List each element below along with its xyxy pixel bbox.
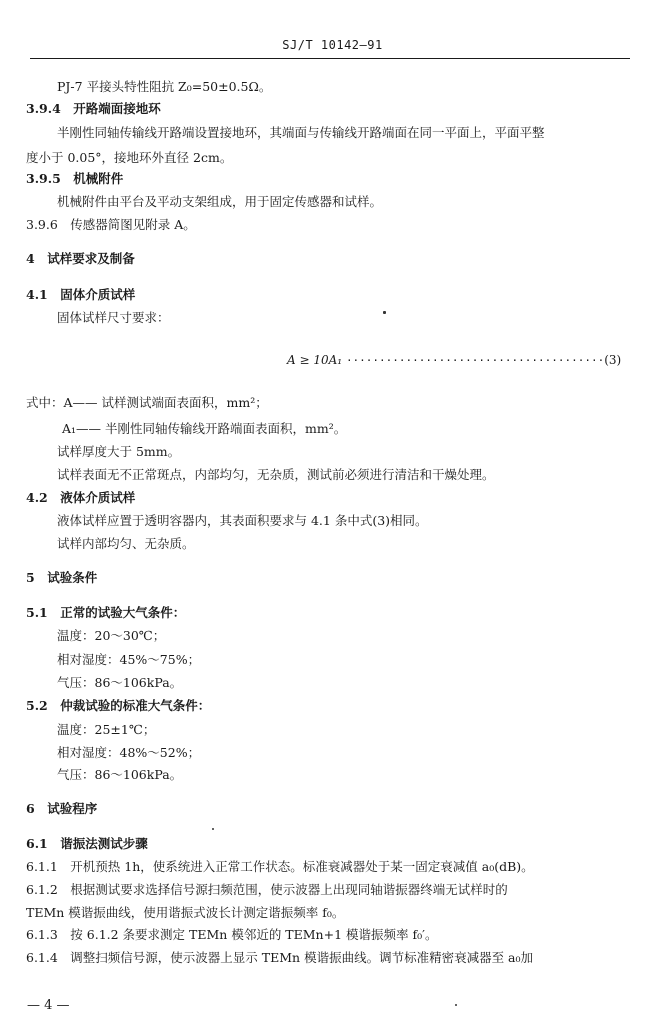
page-number: — 4 — [27,998,70,1013]
text-line: TEMn 模谐振曲线，使用谐振式波长计测定谐振频率 f₀。 [26,905,345,920]
section-heading: 5.1 正常的试验大气条件： [26,605,186,620]
formula-3 [287,353,621,367]
text-line: 气压：86～106kPa。 [57,675,183,690]
text-line: PJ-7 平接头特性阻抗 Z₀=50±0.5Ω。 [57,79,272,94]
text-line: 试样内部均匀、无杂质。 [57,536,195,551]
section-heading: 4 试样要求及制备 [26,251,135,266]
section-heading: 4.2 液体介质试样 [26,490,136,505]
page-header: SJ/T 10142—91 [282,38,383,52]
scan-speck [455,1004,457,1006]
text-line: 固体试样尺寸要求： [57,310,170,325]
section-heading: 6 试验程序 [26,801,98,816]
text-line: 液体试样应置于透明容器内，其表面积要求与 4.1 条中式(3)相同。 [57,513,428,528]
text-line: 相对湿度：48%～52%； [57,745,201,760]
formula-expression: A ≥ 10A₁ [287,353,343,367]
scan-speck [212,828,214,830]
section-heading: 6.1 谐振法测试步骤 [26,836,148,851]
text-line: 半刚性同轴传输线开路端设置接地环，其端面与传输线开路端面在同一平面上，平面平整 [57,125,545,140]
formula-number: (3) [604,353,622,367]
section-heading: 5 试验条件 [26,570,98,585]
text-line: 试样表面无不正常斑点，内部均匀，无杂质，测试前必须进行清洁和干燥处理。 [57,467,495,482]
text-line: 温度：25±1℃； [57,722,156,737]
formula-dots: ······································· [345,354,605,367]
text-line: 度小于 0.05°，接地环外直径 2cm。 [26,150,233,165]
text-line: 6.1.1 开机预热 1h，使系统进入正常工作状态。标准衰减器处于某一固定衰减值 a₀(dB)。 [26,859,534,874]
section-heading: 3.9.4 开路端面接地环 [26,101,161,116]
scan-speck [383,311,386,314]
header-rule [30,58,630,59]
text-line: 机械附件由平台及平动支架组成，用于固定传感器和试样。 [57,194,383,209]
text-line: 3.9.6 传感器简图见附录 A。 [26,217,196,232]
text-line: 6.1.3 按 6.1.2 条要求测定 TEMn 模邻近的 TEMn+1 模谐振频率 f₀′。 [26,927,438,942]
text-line: 相对湿度：45%～75%； [57,652,201,667]
text-line: 试样厚度大于 5mm。 [57,444,181,459]
text-line: 6.1.4 调整扫频信号源，使示波器上显示 TEMn 模谐振曲线。调节标准精密衰减器至 a₀加 [26,950,534,965]
section-heading: 3.9.5 机械附件 [26,171,124,186]
text-line: 6.1.2 根据测试要求选择信号源扫频范围，使示波器上出现同轴谐振器终端无试样时的 [26,882,508,897]
text-line: A₁—— 半刚性同轴传输线开路端面表面积，mm²。 [62,421,347,436]
text-line: 温度：20～30℃； [57,628,166,643]
section-heading: 4.1 固体介质试样 [26,287,136,302]
section-heading: 5.2 仲裁试验的标准大气条件： [26,698,211,713]
text-line: 式中：A—— 试样测试端面表面积，mm²； [26,395,268,410]
text-line: 气压：86～106kPa。 [57,767,183,782]
